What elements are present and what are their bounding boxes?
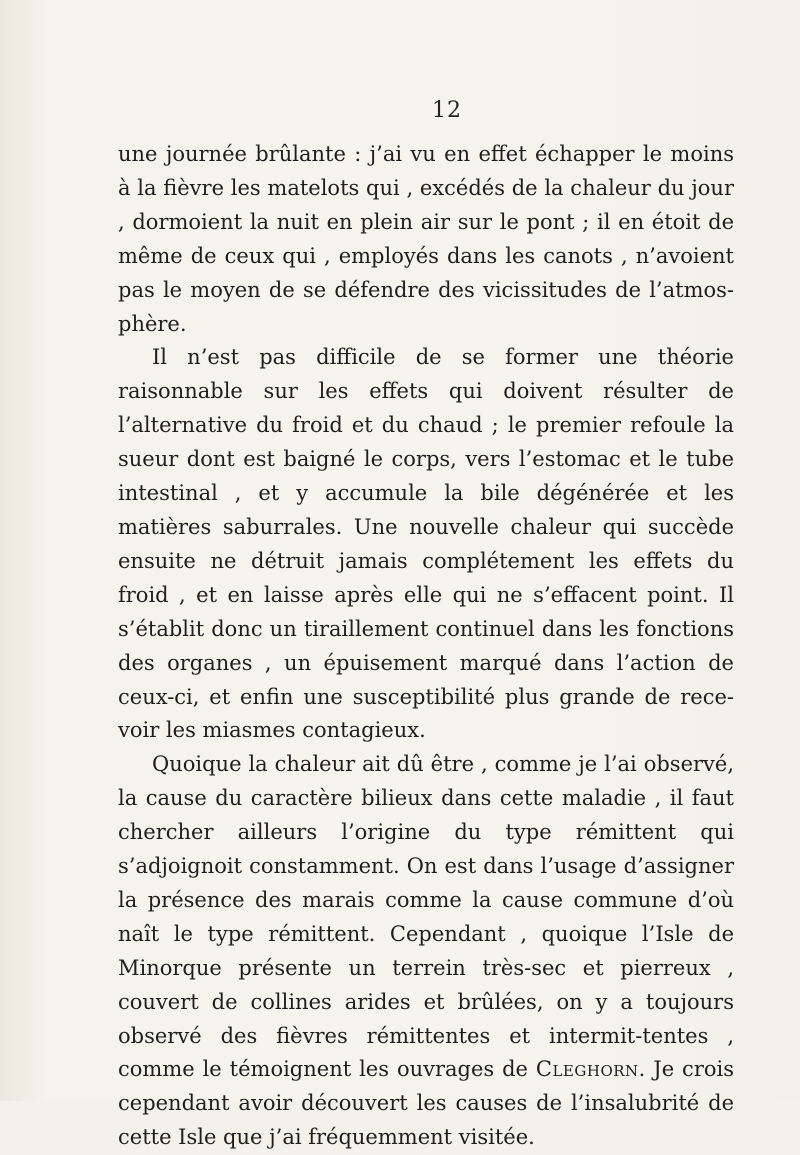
paragraph-1: une journée brûlante : j’ai vu en effet échapper le moins à la fièvre les matelots qui , excédés de la chaleur du jour , dormoient la nuit en plein air sur le pont ; il en étoit de même de ceux qui , employés dans les canots , n’avoient pas le moyen de se défendre des vicissitudes de l’atmos-phère. bbox=[118, 142, 734, 336]
paragraph-3-end: . Je crois cependant avoir découvert les causes de l’insalubrité de cette Isle que j’ai fréquemment visitée. bbox=[118, 1057, 734, 1150]
paragraph-2: Il n’est pas difficile de se former une théorie raisonnable sur les effets qui doivent résulter de l’alternative du froid et du chaud ; le premier refoule la sueur dont est baigné le corps, vers l’estomac et le tube intestinal , et y accumule la bile dégénérée et les matières saburrales. Une nouvelle chaleur qui succède ensuite ne détruit jamais complétement les effets du froid , et en laisse après elle qui ne s’effacent point. Il s’établit donc un tiraillement continuel dans les fonctions des organes , un épuisement marqué dans l’action de ceux-ci, et enfin une susceptibilité plus grande de rece-voir les miasmes contagieux. bbox=[118, 345, 734, 743]
page-number: 12 bbox=[432, 98, 462, 123]
body-text bbox=[118, 138, 734, 1155]
paragraph-3 bbox=[118, 748, 734, 1155]
author-name: Cleghorn bbox=[535, 1057, 639, 1082]
paragraph-3-text: Quoique la chaleur ait dû être , comme je l’ai observé, la cause du caractère bilieux dans cette maladie , il faut chercher ailleurs l’origine du type rémittent qui s’adjoignoit constamment. On est dans l’usage d’assigner la présence des marais comme la cause commune d’où naît le type rémittent. Cependant , quoique l’Isle de Minorque présente un terrein très-sec et pierreux , couvert de collines arides et brûlées, on y a toujours observé des fièvres rémittentes et intermit-tentes , comme le témoignent les ouvrages de bbox=[118, 752, 734, 1082]
